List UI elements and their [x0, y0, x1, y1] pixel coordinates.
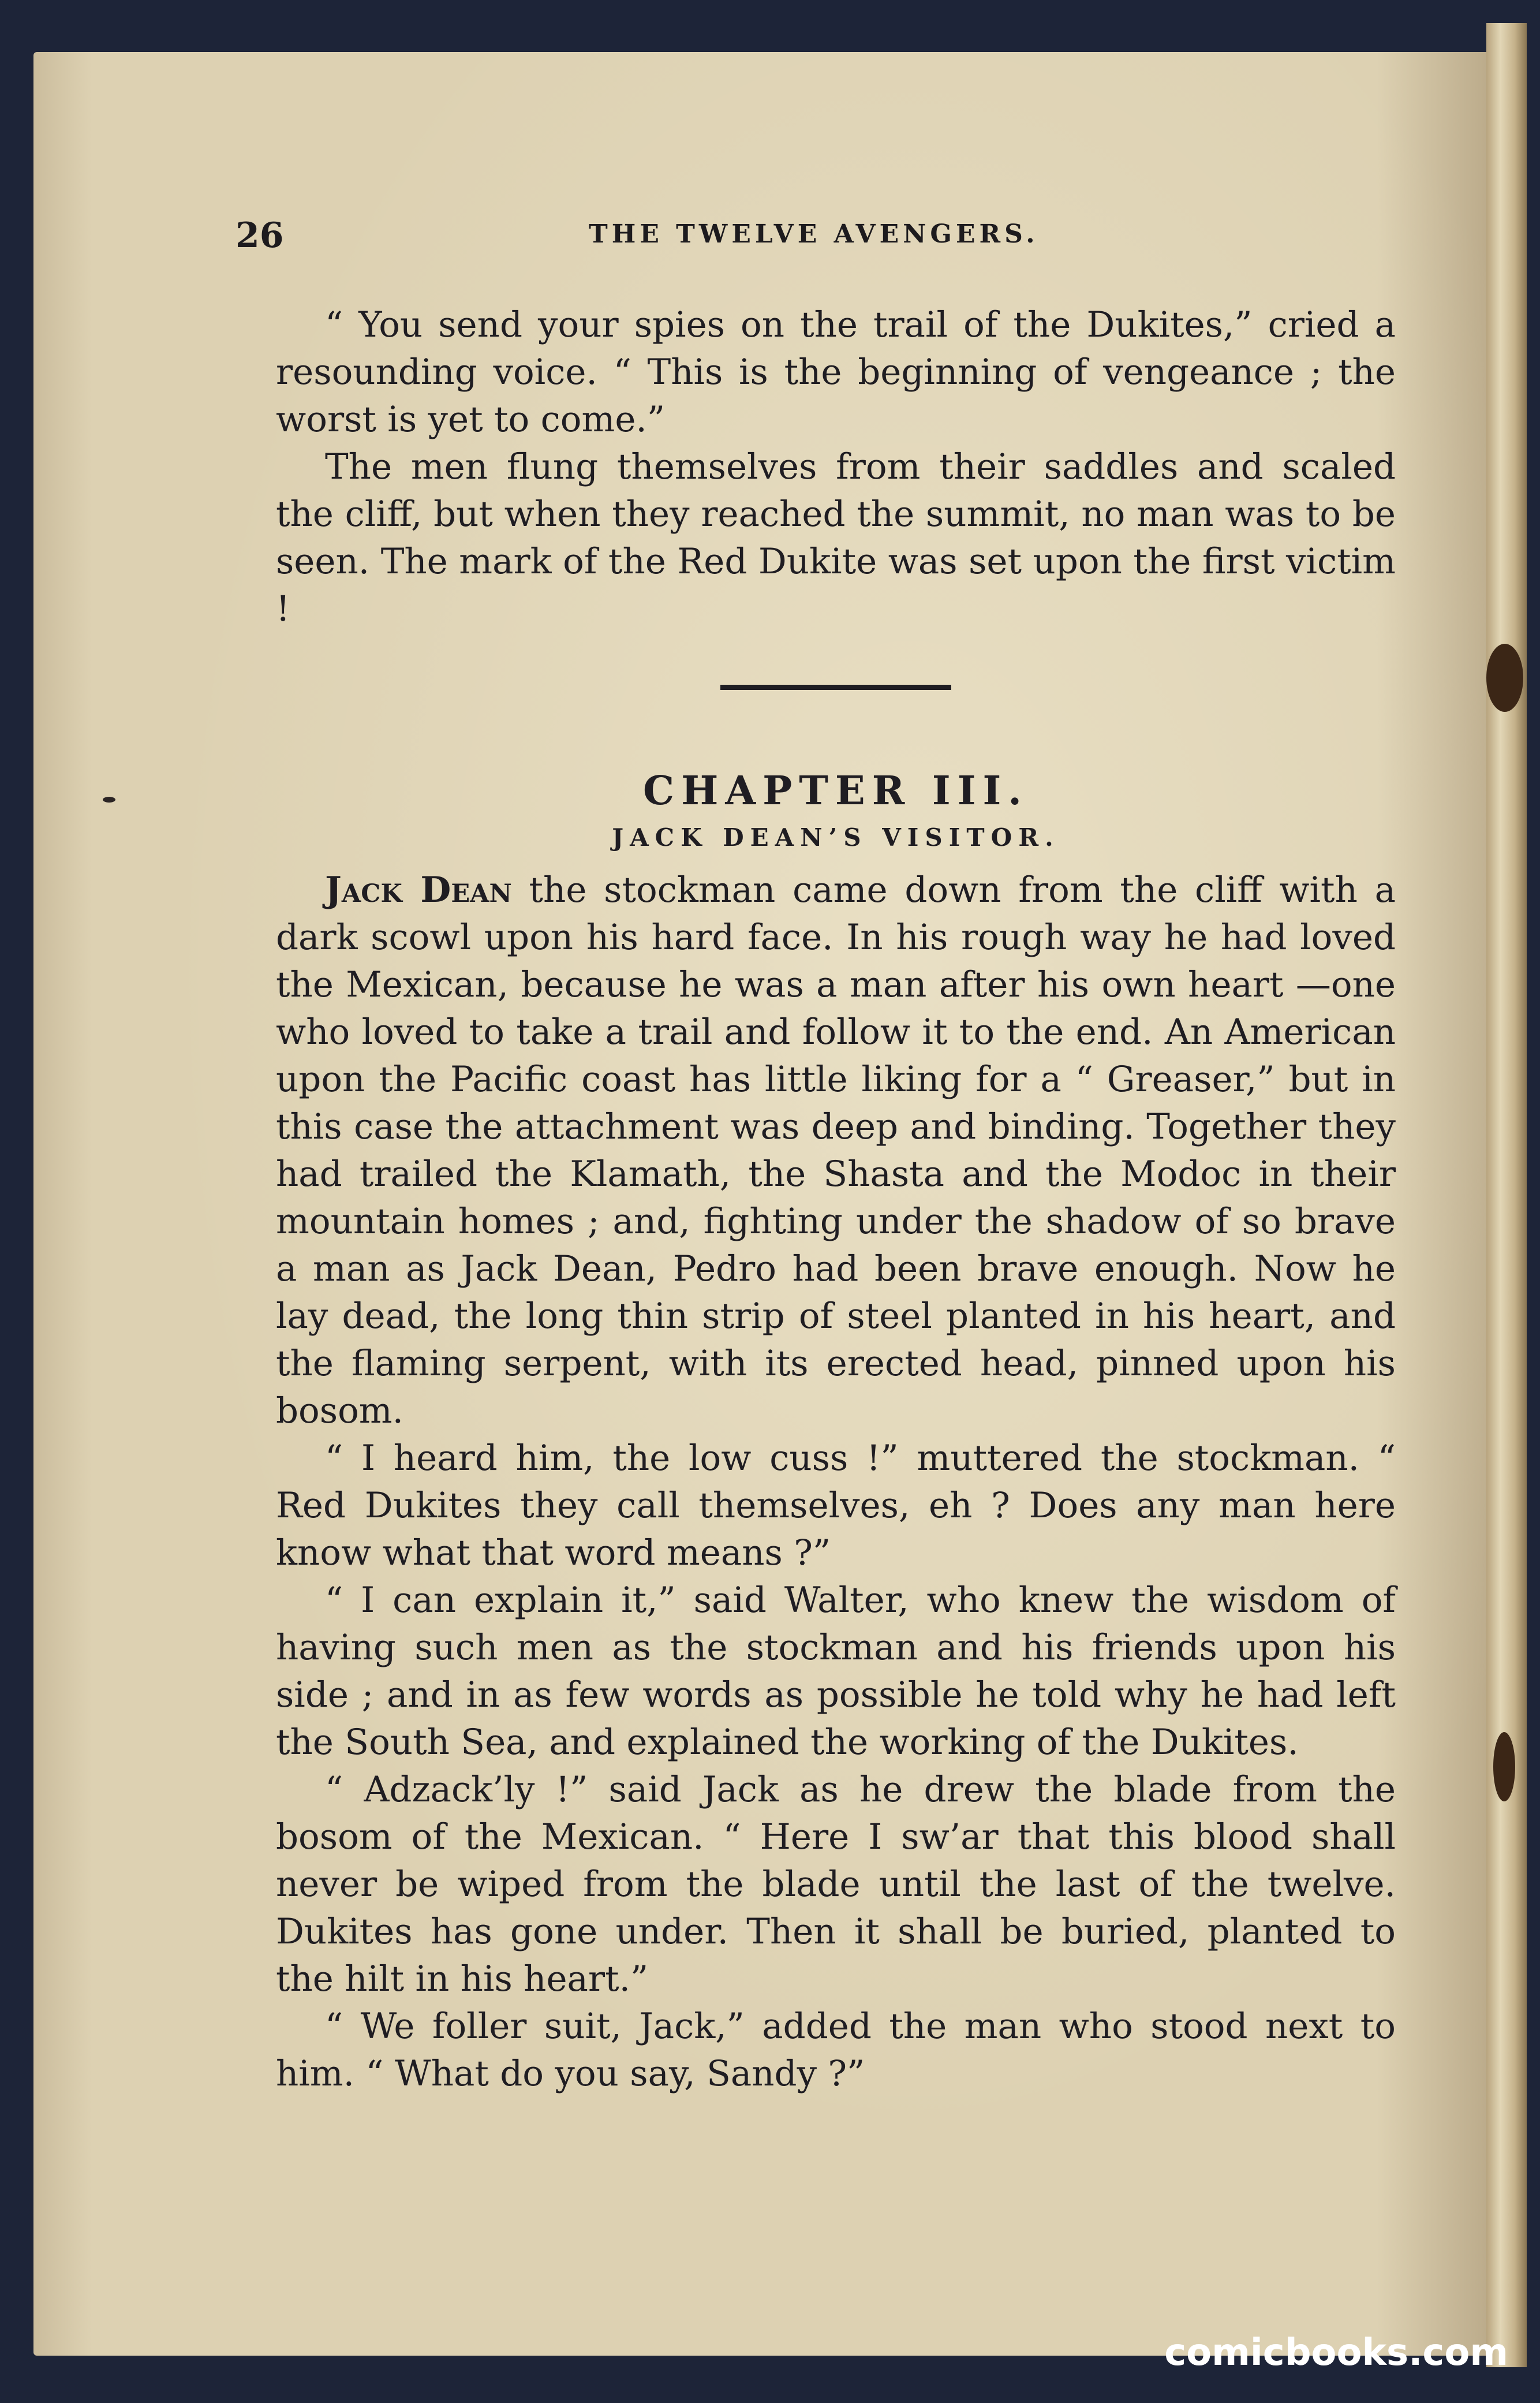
watermark: comicbooks.com — [1164, 2331, 1508, 2374]
page-number: 26 — [236, 215, 284, 256]
paragraph: “ We foller suit, Jack,” added the man who stood next to him. “ What do you say, Sandy ?” — [276, 2006, 1396, 2094]
lead-in-name: Jack Dean — [325, 870, 512, 911]
section-divider — [720, 685, 951, 690]
binding-hole — [1486, 644, 1523, 712]
body-text — [276, 301, 1396, 2098]
paragraph: “ I heard him, the low cuss !” muttered the stockman. “ Red Dukites they call themselves, eh ? Does any man here know what that word means ?” — [276, 1438, 1396, 1573]
chapter-subtitle: JACK DEAN’S VISITOR. — [612, 823, 1060, 852]
paragraph: “ Adzack’ly !” said Jack as he drew the blade from the bosom of the Mexican. “ Here I sw’ar that this blood shall never be wiped from the blade until the last of the twelve. Dukites has gone under. Then it shall be buried, planted to the hilt in his heart.” — [276, 1769, 1396, 1999]
paper-stain — [103, 797, 115, 803]
paragraph: “ I can explain it,” said Walter, who knew the wisdom of having such men as the stockman and his friends upon his side ; and in as few words as possible he told why he had left the South Sea, and explained the working of the Dukites. — [276, 1580, 1396, 1763]
paragraph: “ You send your spies on the trail of the Dukites,” cried a resounding voice. “ This is the beginning of vengeance ; the worst is yet to come.” — [276, 304, 1396, 440]
book-page — [33, 52, 1494, 2356]
running-head — [236, 165, 1390, 256]
paragraph-text: the stockman came down from the cliff with a dark scowl upon his hard face. In his rough way he had loved the Mexican, because he was a man after his own heart —one who loved to take a trail and follow it to the end. An American upon the Pacific coast has little liking for a “ Greaser,” but in this case the attachment was deep and binding. Together they had trailed the Klamath, the Shasta and the Modoc in their mountain homes ; and, fighting under the shadow of so brave a man as Jack Dean, Pedro had been brave enough. Now he lay dead, the long thin strip of steel planted in his heart, and the flaming serpent, with its erected head, pinned upon his bosom. — [276, 870, 1396, 1431]
paragraph: The men flung themselves from their saddles and scaled the cliff, but when they reached the summit, no man was to be seen. The mark of the Red Dukite was set upon the first victim ! — [276, 446, 1396, 629]
paragraph — [276, 867, 1396, 1435]
page-edge — [1486, 23, 1527, 2367]
chapter-title: CHAPTER III. — [643, 768, 1029, 814]
running-title: THE TWELVE AVENGERS. — [589, 219, 1039, 249]
binding-hole — [1493, 1732, 1515, 1801]
